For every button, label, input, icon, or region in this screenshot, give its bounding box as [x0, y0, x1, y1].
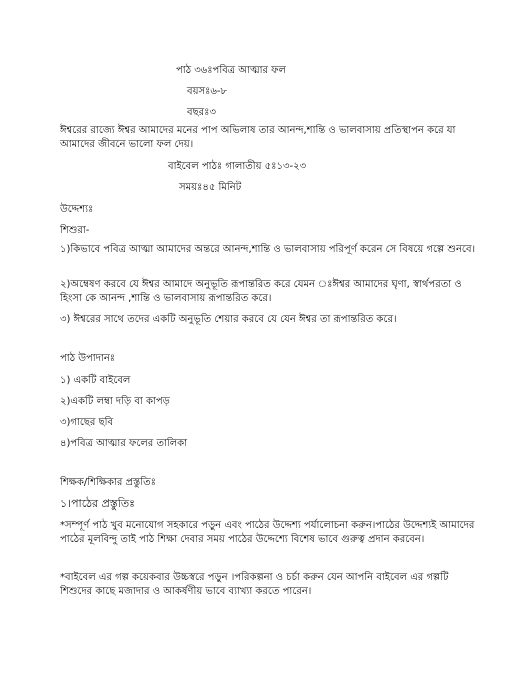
teacher-prep-heading: শিক্ষক/শিক্ষিকার প্রস্তুতিঃ	[60, 477, 156, 488]
year-label: বছরঃ৩	[187, 107, 216, 118]
teacher-prep-subheading: ১।পাঠের প্রস্তুতিঃ	[60, 497, 135, 510]
bible-reading: বাইবেল পাঠঃ গালাতীয় ৫ঃ১৩-২৩	[168, 161, 307, 172]
duration-label: সময়ঃ৪৫ মিনিট	[179, 182, 242, 193]
material-item: ১) একটি বাইবেল	[60, 375, 131, 386]
objectives-heading: উদ্দেশ্যঃ	[60, 204, 94, 215]
materials-heading: পাঠ উপাদানঃ	[60, 353, 116, 364]
prep-paragraph: *সম্পূর্ণ পাঠ খুব মনোযোগ সহকারে পড়ুন এবং পাঠের উদ্দেশ্য পর্যালোচনা করুন।পাঠের উদ্দেশ্যই আমাদের পাঠের মূলবিন্দু তাই পাঠ শিক্ষা দেবার সময় পাঠের উদ্দেশ্যে বিশেষ ভাবে গুরুত্ব প্রদান করবেন।	[60, 520, 475, 545]
material-item: ৩)গাছের ছবি	[60, 417, 114, 428]
age-label: বয়সঃ৬-৮	[187, 86, 227, 97]
objective-item: ২)অম্বেষণ করবে যে ঈশ্বর আমাদে অনুভূতি রূপান্তরিত করে যেমন ঃঈশ্বর আমাদের ঘৃণা, স্বার্থপরতা ও হিংসা কে আনন্দ ,শান্তি ও ভালবাসায় রূপান্তরিত করে।	[60, 279, 462, 304]
material-item: ৪)পবিত্র আত্মার ফলের তালিকা	[60, 438, 188, 449]
lesson-title: পাঠ ৩৬ঃপবিত্র আত্মার ফল	[176, 65, 286, 76]
objective-item: ৩) ঈশ্বরের সাথে তদের একটি অনুভূতি শেয়ার করবে যে যেন ঈশ্বর তা রূপান্তরিত করে।	[60, 314, 397, 325]
intro-paragraph: ঈশ্বরের রাজ্যে ঈশ্বর আমাদের মনের পাপ অভিলাষ তার আনন্দ,শান্তি ও ভালবাসায় প্রতিস্থাপন করে যা আমাদের জীবনে ভালো ফল দেয়।	[60, 125, 456, 150]
objective-item: ১)কিভাবে পবিত্র আত্মা আমাদের অন্তরে আনন্দ,শান্তি ও ভালবাসায় পরিপূর্ণ করেন সে বিষয়ে গল্পে শুনবে।	[60, 244, 476, 255]
material-item: ২)একটি লম্বা দড়ি বা কাপড়	[60, 396, 170, 407]
objectives-subheading: শিশুরা-	[60, 225, 90, 236]
prep-paragraph: *বাইবেল এর গল্প কয়েকবার উচ্চস্বরে পড়ুন ।পরিকল্পনা ও চর্চা করুন যেন আপনি বাইবেল এর গল্পটি শিশুদের কাছে মজাদার ও আকর্ষণীয় ভাবে ব্যাখ্যা করতে পারেন।	[60, 572, 449, 597]
